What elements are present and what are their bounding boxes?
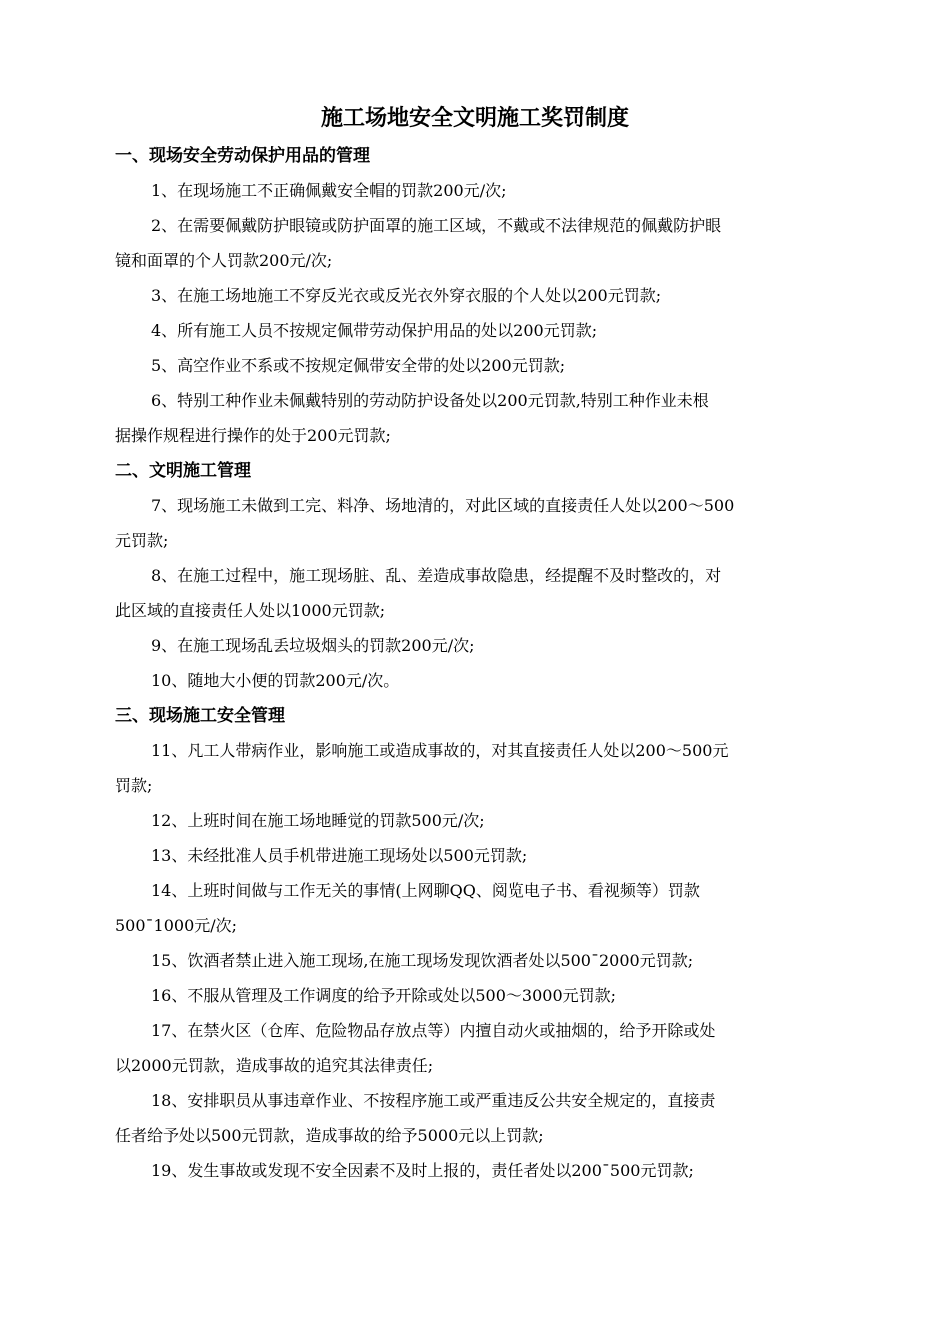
clause-line: 18、安排职员从事违章作业、不按程序施工或严重违反公共安全规定的，直接责 <box>151 1091 716 1110</box>
clause-line: 10、随地大小便的罚款200元/次。 <box>151 671 400 690</box>
clause-line: 1、在现场施工不正确佩戴安全帽的罚款200元/次; <box>151 181 507 200</box>
clause-line: 3、在施工场地施工不穿反光衣或反光衣外穿衣服的个人处以200元罚款; <box>151 286 662 305</box>
clause-line: 以2000元罚款，造成事故的追究其法律责任; <box>115 1056 434 1075</box>
clause-line: 15、饮酒者禁止进入施工现场,在施工现场发现饮酒者处以500¯2000元罚款; <box>151 951 694 970</box>
clause-line: 镜和面罩的个人罚款200元/次; <box>115 251 333 270</box>
clause-line: 此区域的直接责任人处以1000元罚款; <box>115 601 386 620</box>
clause-line: 12、上班时间在施工场地睡觉的罚款500元/次; <box>151 811 485 830</box>
clause-line: 罚款; <box>115 776 153 795</box>
clause-line: 500¯1000元/次; <box>115 916 238 935</box>
clause-line: 5、高空作业不系或不按规定佩带安全带的处以200元罚款; <box>151 356 566 375</box>
section-heading: 二、文明施工管理 <box>115 461 251 481</box>
document-title: 施工场地安全文明施工奖罚制度 <box>320 106 629 131</box>
section-heading: 一、现场安全劳动保护用品的管理 <box>115 146 370 166</box>
clause-line: 据操作规程进行操作的处于200元罚款; <box>115 426 391 445</box>
section-heading: 三、现场施工安全管理 <box>115 706 285 726</box>
clause-line: 14、上班时间做与工作无关的事情(上网聊QQ、阅览电子书、看视频等）罚款 <box>151 881 700 900</box>
clause-line: 13、未经批准人员手机带进施工现场处以500元罚款; <box>151 846 528 865</box>
clause-line: 2、在需要佩戴防护眼镜或防护面罩的施工区域，不戴或不法律规范的佩戴防护眼 <box>151 216 722 235</box>
clause-line: 任者给予处以500元罚款，造成事故的给予5000元以上罚款; <box>115 1126 544 1145</box>
clause-line: 19、发生事故或发现不安全因素不及时上报的，责任者处以200¯500元罚款; <box>151 1161 694 1180</box>
clause-line: 17、在禁火区（仓库、危险物品存放点等）内擅自动火或抽烟的，给予开除或处 <box>151 1021 716 1040</box>
clause-line: 8、在施工过程中，施工现场脏、乱、差造成事故隐患，经提醒不及时整改的，对 <box>151 566 722 585</box>
clause-line: 7、现场施工未做到工完、料净、场地清的，对此区域的直接责任人处以200～500 <box>151 496 735 515</box>
clause-line: 11、凡工人带病作业，影响施工或造成事故的，对其直接责任人处以200～500元 <box>151 741 729 760</box>
clause-line: 4、所有施工人员不按规定佩带劳动保护用品的处以200元罚款; <box>151 321 598 340</box>
clause-line: 元罚款; <box>115 531 169 550</box>
clause-line: 9、在施工现场乱丢垃圾烟头的罚款200元/次; <box>151 636 475 655</box>
clause-line: 16、不服从管理及工作调度的给予开除或处以500～3000元罚款; <box>151 986 617 1005</box>
clause-line: 6、特别工种作业未佩戴特别的劳动防护设备处以200元罚款,特别工种作业未根 <box>151 391 709 410</box>
